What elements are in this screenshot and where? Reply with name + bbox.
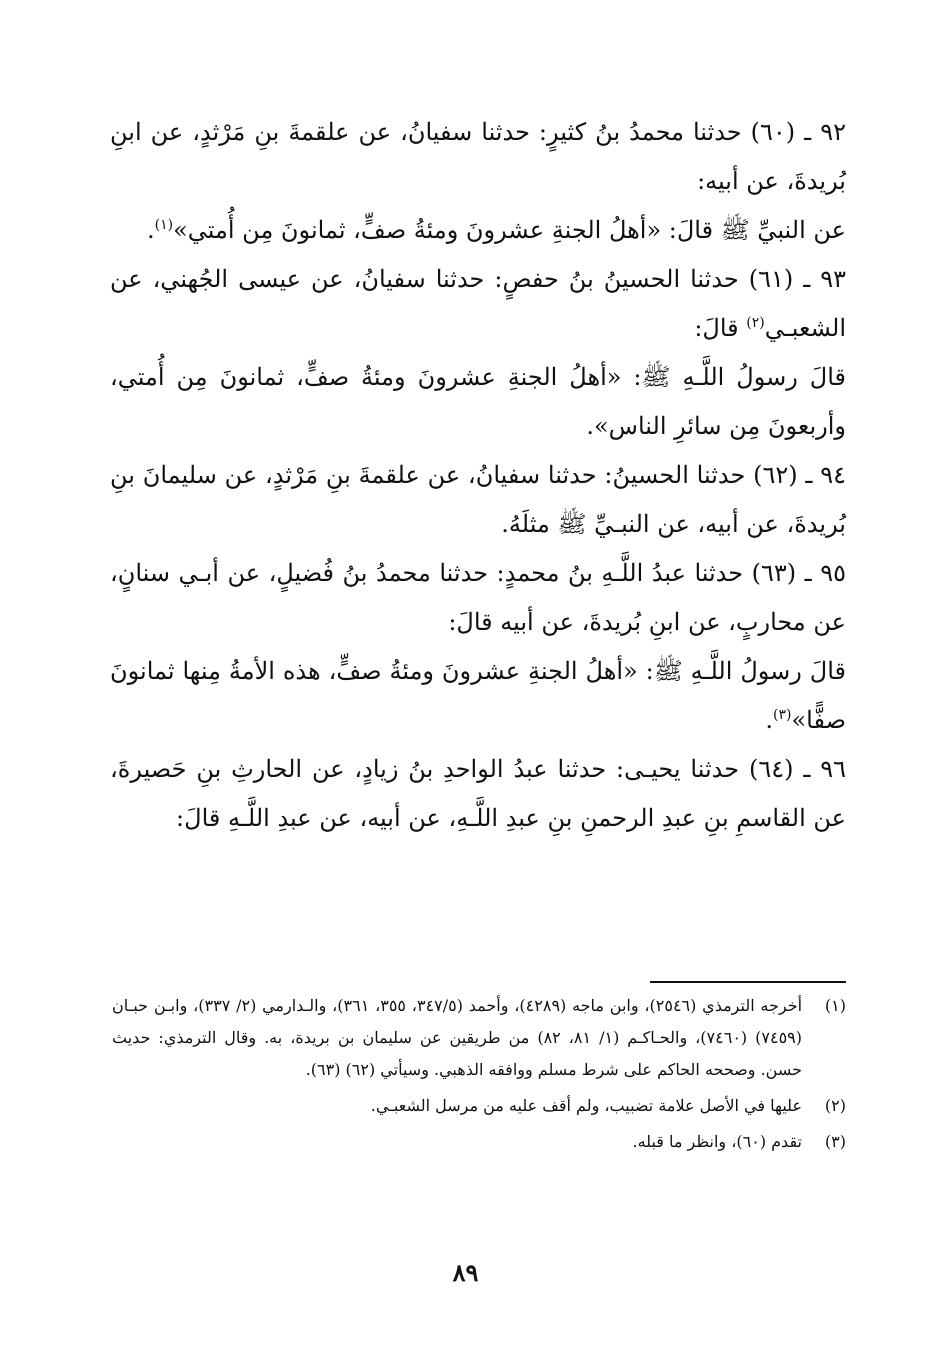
hadith-93-matn-text: قالَ رسولُ اللَّـهِ ﷺ: «أهلُ الجنةِ عشرونَ ومئةُ صفٍّ، ثمانونَ مِن أُمتي، وأربعونَ مِن سائرِ الناس». xyxy=(110,363,846,440)
hadith-93-isnad-text: ٩٣ ـ (٦١) حدثنا الحسينُ بنُ حفصٍ: حدثنا سفيانُ، عن عيسى الجُهني، عن الشعبـي xyxy=(110,265,846,342)
hadith-92-isnad-text: ٩٢ ـ (٦٠) حدثنا محمدُ بنُ كثيرٍ: حدثنا سفيانُ، عن علقمةَ بنِ مَرْثدٍ، عن ابنِ بُريدةَ، عن أبيه: xyxy=(110,118,846,195)
hadith-94-isnad-text: ٩٤ ـ (٦٢) حدثنا الحسينُ: حدثنا سفيانُ، عن علقمةَ بنِ مَرْثدٍ، عن سليمانَ بنِ بُريدةَ، عن أبيه، عن النبـيِّ ﷺ مثلَهُ. xyxy=(110,461,846,538)
hadith-92-matn xyxy=(110,206,846,255)
footnote-number: (١) xyxy=(824,996,846,1015)
page-number: ٨٩ xyxy=(452,1258,479,1287)
footnote-1 xyxy=(112,990,846,1086)
hadith-95-isnad xyxy=(110,549,846,647)
footnote-separator xyxy=(650,981,846,983)
hadith-93-isnad-tail: قالَ: xyxy=(694,314,747,342)
hadith-95-matn-text: قالَ رسولُ اللَّـهِ ﷺ: «أهلُ الجنةِ عشرونَ ومئةُ صفٍّ، هذه الأمةُ مِنها ثمانونَ صفًّا» xyxy=(110,657,846,734)
footnote-3 xyxy=(112,1126,846,1158)
hadith-96-isnad xyxy=(110,745,846,843)
footnote-number: (٢) xyxy=(824,1096,846,1115)
hadith-95-isnad-text: ٩٥ ـ (٦٣) حدثنا عبدُ اللَّـهِ بنُ محمدٍ: حدثنا محمدُ بنُ فُضيلٍ، عن أبـي سنانٍ، عن محاربٍ، عن ابنِ بُريدةَ، عن أبيه قالَ: xyxy=(110,559,846,636)
hadith-93-isnad xyxy=(110,255,846,353)
hadith-93-matn xyxy=(110,353,846,451)
footnote-text: عليها في الأصل علامة تضبيب، ولم أقف عليه من مرسل الشعبـي. xyxy=(370,1096,802,1115)
footnote-number: (٣) xyxy=(824,1132,846,1151)
footnote-ref-1[interactable]: (١) xyxy=(154,217,174,233)
hadith-95-tail: . xyxy=(765,706,774,734)
hadith-95-matn xyxy=(110,647,846,745)
hadith-92-matn-text: عن النبيِّ ﷺ قالَ: «أهلُ الجنةِ عشرونَ ومئةُ صفٍّ، ثمانونَ مِن أُمتي» xyxy=(173,216,846,244)
footnote-ref-2[interactable]: (٢) xyxy=(746,315,765,331)
footnote-text: تقدم (٦٠)، وانظر ما قبله. xyxy=(632,1132,802,1151)
main-text xyxy=(110,108,846,843)
footnote-2 xyxy=(112,1090,846,1122)
footnote-ref-3[interactable]: (٣) xyxy=(773,707,792,723)
hadith-94-isnad xyxy=(110,451,846,549)
footnotes xyxy=(112,990,846,1162)
hadith-96-isnad-text: ٩٦ ـ (٦٤) حدثنا يحيـى: حدثنا عبدُ الواحدِ بنُ زيادٍ، عن الحارثِ بنِ حَصيرةَ، عن القاسمِ بنِ عبدِ الرحمنِ بنِ عبدِ اللَّـهِ، عن أبيه، عن عبدِ اللَّـهِ قالَ: xyxy=(110,755,846,832)
hadith-92-isnad xyxy=(110,108,846,206)
footnote-text: أخرجه الترمذي (٢٥٤٦)، وابن ماجه (٤٢٨٩)، وأحمد (٣٤٧/٥، ٣٥٥، ٣٦١)، والـدارمي (٢/ ٣٣٧)، وابـن حبـان (٧٤٥٩) (٧٤٦٠)، والحـاكـم (١/ ٨١، ٨٢) من طريقين عن سليمان بن بريدة، به. وقال الترمذي: حديث حسن. وصححه الحاكم على شرط مسلم ووافقه الذهبي. وسيأتي (٦٢) (٦٣). xyxy=(112,996,803,1079)
hadith-92-tail: . xyxy=(146,216,155,244)
